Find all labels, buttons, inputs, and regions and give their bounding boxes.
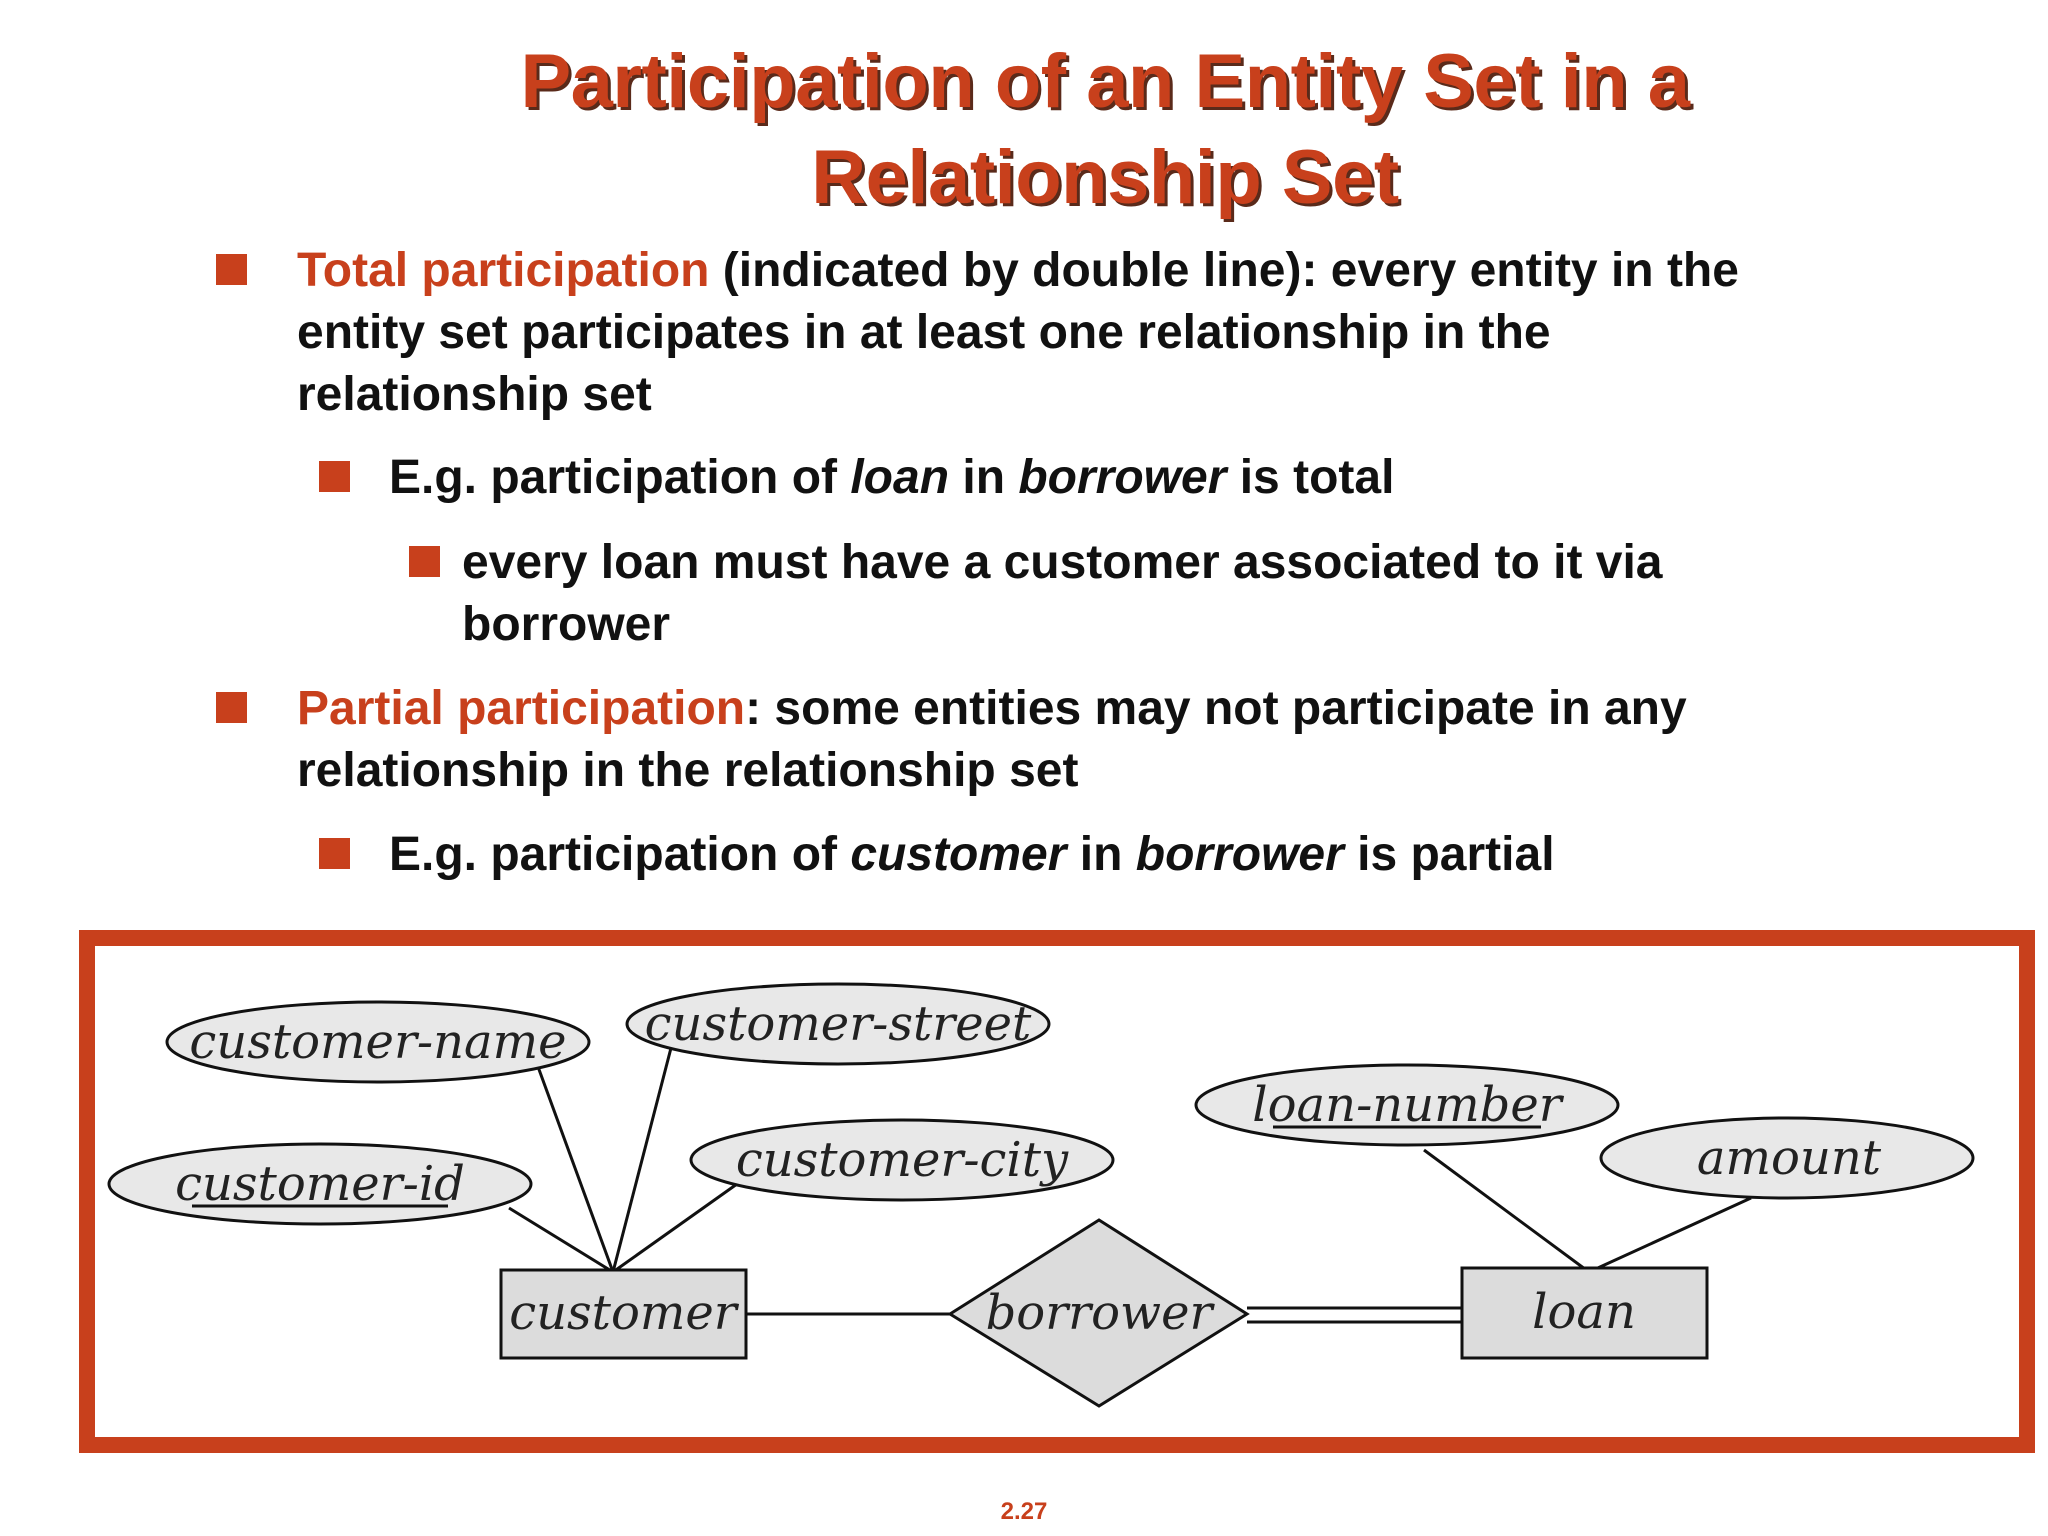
bullet-marker	[319, 838, 350, 869]
bullet-text: E.g. participation of	[389, 828, 851, 881]
bullet-text: (indicated by double line): every entity in the	[709, 244, 1739, 297]
bullet-example-total	[389, 447, 1949, 509]
title-line-2: Relationship Set	[811, 135, 1399, 220]
bullet-text: is total	[1226, 451, 1395, 504]
attr-customer-id-label: customer-id	[175, 1156, 465, 1212]
bullet-marker	[409, 546, 440, 577]
page-number: 2.27	[1000, 1498, 1048, 1525]
bullet-every-loan	[462, 532, 1962, 656]
term-total-participation: Total participation	[297, 244, 710, 297]
bullet-text: relationship in the relationship set	[297, 744, 1079, 797]
slide-title	[300, 34, 1910, 226]
line-amount	[1589, 1198, 1751, 1272]
attr-customer-name-label: customer-name	[189, 1014, 567, 1070]
bullet-marker	[319, 461, 350, 492]
bullet-text: borrower	[462, 598, 671, 651]
er-diagram	[79, 930, 2035, 1453]
bullet-marker	[216, 692, 247, 723]
attr-loan-number-label: loan-number	[1252, 1077, 1562, 1133]
title-line-1: Participation of an Entity Set in a	[520, 39, 1690, 124]
bullet-text: every loan must have a customer associated to it via	[462, 536, 1663, 589]
entity-loan-ref: loan	[850, 451, 950, 504]
bullet-text: relationship set	[297, 368, 652, 421]
attr-amount-label: amount	[1696, 1130, 1882, 1186]
bullet-text: is partial	[1343, 828, 1555, 881]
bullet-total-participation	[297, 240, 1937, 426]
attr-customer-city-label: customer-city	[735, 1132, 1069, 1188]
entity-customer-ref: customer	[850, 828, 1067, 881]
bullet-marker	[216, 254, 247, 285]
line-customer-name	[537, 1064, 613, 1272]
bullet-partial-participation	[297, 678, 1937, 802]
relationship-borrower-ref: borrower	[1135, 828, 1344, 881]
bullet-text: E.g. participation of	[389, 451, 851, 504]
line-loan-number	[1424, 1150, 1589, 1272]
bullet-example-partial	[389, 824, 1949, 886]
relationship-borrower-ref: borrower	[1018, 451, 1227, 504]
relationship-borrower-label: borrower	[985, 1285, 1213, 1341]
entity-loan-label: loan	[1532, 1284, 1636, 1340]
bullet-text: in	[1066, 828, 1136, 881]
bullet-text: : some entities may not participate in any	[745, 682, 1687, 735]
bullet-text: in	[949, 451, 1019, 504]
term-partial-participation: Partial participation	[297, 682, 746, 735]
attr-customer-street-label: customer-street	[644, 996, 1032, 1052]
bullet-text: entity set participates in at least one relationship in the	[297, 306, 1551, 359]
line-customer-id	[509, 1208, 613, 1272]
entity-customer-label: customer	[509, 1285, 737, 1341]
